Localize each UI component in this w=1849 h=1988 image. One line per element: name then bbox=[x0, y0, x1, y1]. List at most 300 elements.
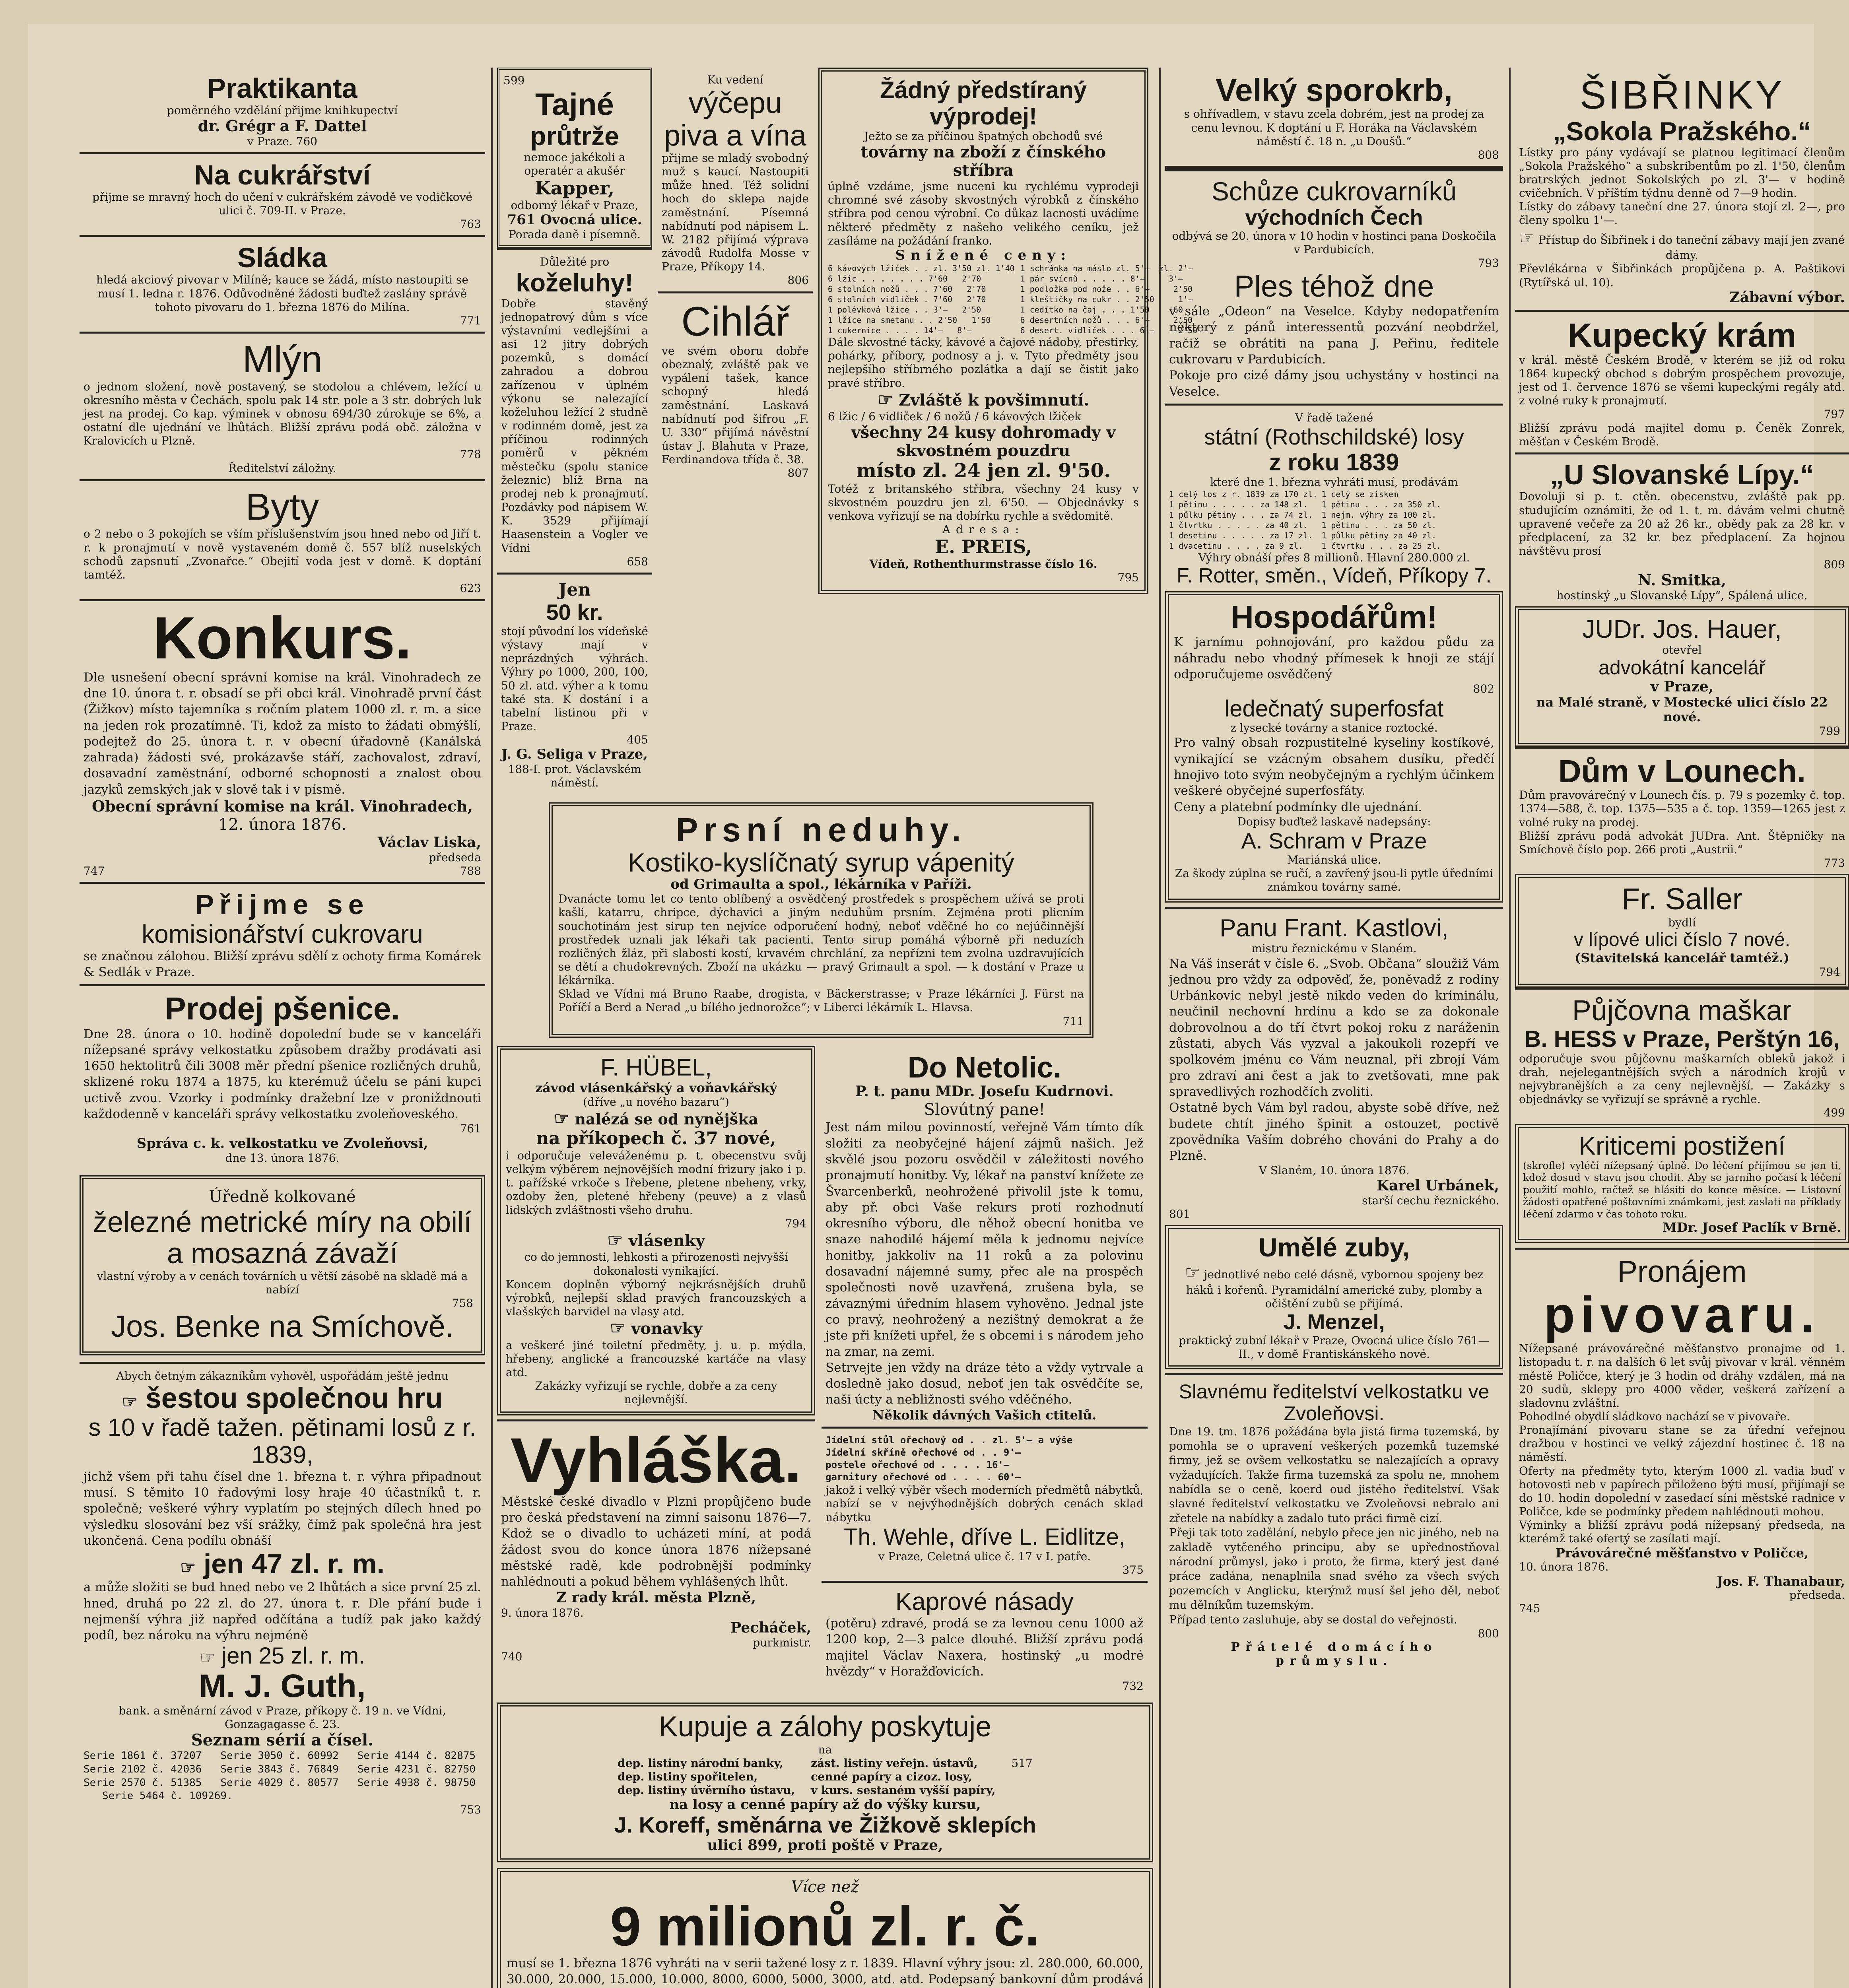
ad-advertiser: J. Menzel, bbox=[1283, 1310, 1385, 1334]
ad-number: 740 bbox=[501, 1650, 522, 1663]
ad-role: předseda bbox=[429, 850, 481, 864]
ad-date: 12. února 1876. bbox=[218, 815, 347, 834]
ad-number: 753 bbox=[460, 1803, 481, 1817]
ad-body: Dovoluji si p. t. ctěn. obecenstvu, zvláště pak pp. studujícím oznámiti, že od 1. t. m. dávám velmi chutně upravené večeře za 20 až 26 kr., obědy pak za 28 kr. v předplacení, za 32 kr. bez předplacení. Za hojnou návštěvu prosí bbox=[1519, 490, 1845, 558]
ad-number: 658 bbox=[627, 555, 648, 568]
ad-title: Cihlář bbox=[681, 298, 789, 345]
ad-number: 747 bbox=[84, 864, 105, 878]
ad-zuby bbox=[1165, 1225, 1503, 1369]
price-row: 1 pár svícnů . . . . . 8'— 3'— bbox=[1020, 274, 1183, 284]
ad-number: 802 bbox=[1473, 682, 1494, 696]
ad-subtitle: z lysecké továrny a stanice roztocké. bbox=[1230, 721, 1438, 735]
ad-sibrinky bbox=[1515, 68, 1849, 310]
lot-row: 1 celý se ziskem bbox=[1321, 489, 1398, 499]
pointing-hand-icon: ☞ bbox=[877, 389, 893, 410]
ad-signature: Přátelé domácího průmyslu. bbox=[1231, 1640, 1437, 1668]
price-row: 6 desertních nožů . . . 6'— 2'50 bbox=[1020, 315, 1193, 325]
ad-body: odporučuje svou půjčovnu maškarních obleků jakož i drah, nejelegantnějších svých a národních krojů v nejvybranějších a za ceny nejlevnější. — Zakázky s objednávky se vyřizují se správně a rychle. bbox=[1519, 1052, 1845, 1106]
ad-number: 773 bbox=[1824, 856, 1845, 870]
ad-signature: Správa c. k. velkostatku ve Zvoleňovsi, bbox=[136, 1135, 428, 1151]
ad-body: Pronajímání pivovaru stane se za úřední veřejnou dražbou v hostinci ve velký zájezdní hostinec č. 18 na náměstí. bbox=[1519, 1423, 1845, 1464]
ad-body: Dvanácte tomu let co tento oblíbený a osvědčený prostředek s prospěchem užívá se proti kašli, katarru, chripce, dýchavici a jiným neduhům prsním. Zejména proti plicním souchotinám jest sirup ten nejvíce odporučení hodný, neboť vděčné ho co nejúčinnější prostředek uznali jak lékaři tak pacienti. Tento sirup pomáhá výborně při neduzích rozličných žláz, při slabosti kostí, krvavém chrchlání, za nepřízni tem zvolna uzdravujících se dětí a chudokrevných. Zboží na ukázku — pravý Grimault a spol. — k dostání v Praze u lékárníka. bbox=[558, 892, 1084, 987]
serie-row: Serie 1861 č. 37207 Serie 3050 č. 60992 Serie 4144 č. 82875 bbox=[84, 1750, 476, 1762]
ad-advertiser: J. G. Seliga v Praze, bbox=[501, 746, 648, 763]
ad-body: Setrvejte jen vždy na dráze této a vždy vytrvale a dosledně jako dosud, neboť jen tak osvědčíte se, naši úcty a nebližnosti svého vděčného. bbox=[825, 1360, 1144, 1407]
ad-title: Tajné bbox=[535, 87, 614, 122]
ad-greeting: P. t. panu MDr. Josefu Kudrnovi. bbox=[855, 1083, 1114, 1100]
ad-body: jakož i velký výběr všech moderních předmětů nábytků, nabízí se v nejvýhodnějších dobrých cenách sklad nábytku bbox=[825, 1483, 1144, 1524]
ad-title: Pronájem bbox=[1617, 1255, 1747, 1289]
ad-cukrarstvi bbox=[80, 152, 485, 235]
ad-title: Sládka bbox=[237, 242, 327, 274]
ad-connector: na bbox=[818, 1743, 832, 1756]
ad-date: V Slaném, 10. února 1876. bbox=[1259, 1164, 1410, 1177]
list-item: dep. listiny úvěrního ústavu, bbox=[618, 1784, 795, 1797]
pointing-hand-icon: ☞ bbox=[554, 1108, 570, 1129]
ad-number: 405 bbox=[627, 733, 648, 747]
ad-body: Lístky pro pány vydávají se platnou legitimací členům „Sokola Pražského“ a subskribentům po zl. 1'50, členům bratrských jednot Sokolských po zl. 3'— v hodině cvičebních. V příštím týdnu denně od 7—9 hodin. bbox=[1519, 146, 1845, 200]
ad-body: přijme se mravný hoch do učení v cukrářském závodě ve vodičkové ulici č. 709-II. v Praze. bbox=[92, 190, 472, 217]
column-4 bbox=[1515, 68, 1849, 1988]
ad-body: Za škody zúplna se ručí, a zavřený jsou-li pytle úředními známkou továrny samé. bbox=[1175, 866, 1494, 894]
ad-mlyn bbox=[80, 332, 485, 479]
ad-signature: Z rady král. města Plzně, bbox=[556, 1589, 756, 1606]
ad-body: jichž všem při tahu čísel dne 1. března t. r. výhra připadnout musí. S těmito 10 řadovými losy hraje 40 účastníků t. r. společně; veškeré výhry vyplatím po stejných dílech hned po výsledku slosování bez vší srážky, čímž pak společná hra jest ukončená. Cena podílu obnáší bbox=[84, 1469, 481, 1548]
ad-firm: továrny na zboží z čínského stříbra bbox=[860, 143, 1106, 180]
price-row: 1 podložka pod nože . . 6'— 2'50 bbox=[1020, 284, 1193, 294]
ad-slovanska-lipa bbox=[1515, 452, 1849, 606]
ad-lead: Důležité pro bbox=[540, 255, 610, 269]
ad-body: v sále „Odeon“ na Veselce. Kdyby nedopatřením některý z pánů interessentů pozvání neobdržel, račiž se obrátiti na pana J. Peřinu, ředitele cukrovaru v Pardubicích. bbox=[1169, 304, 1499, 367]
ad-body: Porada daně i písemně. bbox=[508, 228, 641, 241]
list-item: v kurs. sestaném vyšší papíry, bbox=[811, 1784, 996, 1797]
ad-number: 795 bbox=[1117, 571, 1139, 584]
ad-number: 793 bbox=[1478, 256, 1499, 270]
price-row: postele ořechové od . . . . 16'— bbox=[825, 1459, 1015, 1470]
ad-title: šestou společnou hru bbox=[145, 1382, 443, 1415]
serie-row: Serie 2570 č. 51385 Serie 4029 č. 80577 Serie 4938 č. 98750 bbox=[84, 1776, 476, 1789]
ad-body: jednotlivé nebo celé dásně, vybornou spojeny bez háků i kořenů. Pyramidální americké zuby, plomby a očištění zubů se přijímá. bbox=[1186, 1268, 1484, 1310]
ad-number: 763 bbox=[460, 217, 481, 231]
ad-title: Dům v Lounech. bbox=[1558, 753, 1806, 789]
ad-signature: Obecní správní komise na král. Vinohradech, bbox=[92, 797, 473, 815]
ad-body: Dobře stavěný jednopatrový dům s více výstavními vedlejšími a asi 12 jitry dobrých pozemků, s domácí zahradou a dobrou zařízenou v úplném výkonu se nalezající koželuhou ležící 2 studně v rodinném domě, jest za příčinou rodinných poměrů v pěkném městečku (spolu stanice železnic) blíž Brna na prodej neb k pronajmutí. Pozdávky pod nápisem W. K. 3529 přijímají Haasenstein a Vogler ve Vídni bbox=[501, 297, 648, 555]
ad-address: v lípové ulici číslo 7 nové. bbox=[1573, 929, 1791, 951]
ad-body: K jarnímu pohnojování, pro každou půdu za náhradu nebo vhodný přímesek k hnoji ze stájí odporučujeme osvědčený bbox=[1174, 635, 1494, 682]
ad-hubel bbox=[497, 1046, 815, 1415]
ad-subtitle: (dříve „u nového bazaru“) bbox=[583, 1095, 729, 1109]
ad-body: Pokoje pro cizé dámy jsou uchystány v hostinci na Veselce. bbox=[1169, 368, 1499, 399]
ad-number: 761 bbox=[460, 1122, 481, 1136]
ad-body: vlastní výroby a v cenách továrních u větší zásobě na skladě má a nabízí bbox=[97, 1269, 468, 1297]
ad-signer: Karel Urbánek, bbox=[1376, 1177, 1499, 1194]
pointing-hand-icon: ☞ bbox=[1519, 227, 1535, 248]
price-list-title: Snížené ceny: bbox=[895, 247, 1072, 263]
ad-price: jen 47 zl. r. m. bbox=[203, 1548, 385, 1580]
ad-signature: Ředitelství záložny. bbox=[228, 461, 336, 475]
ad-body: Dle usnešení obecní správní komise na král. Vinohradech ze dne 10. února t. r. obsadí se při obci král. Vinohradě první část (Žižkov) místo tajemníka s ročním platem 1000 zl. r. m. a sice na jeden rok prozatímně. Ti, kdož za místo to žádati obmýšlí, podejtež do 25. února t. r. v obecní úřadovně (Kanálská zahrada) žádosti své, prokázavše stáří, zachovalost, zdraví, dosavadní zaměstnání, odborné schopnosti a znalost obou jazyků zemských jak v slově tak i v písmě. bbox=[84, 670, 481, 797]
ad-subtitle: otevřel bbox=[1662, 643, 1702, 656]
ad-subtitle: mistru řeznickému v Slaném. bbox=[1251, 942, 1417, 955]
ad-body: odborný lékař v Praze, bbox=[511, 198, 639, 212]
ad-subtitle: komisionářství cukrovaru bbox=[142, 920, 423, 949]
ad-body: Totéž z britanského stříbra, všechny 24 kusy v skvostném pouzdru jen zl. 6'50. — Objednávky s venkova vyřizují se na dobírku rychle a svědomitě. bbox=[828, 482, 1139, 522]
ad-title: Hospodářům! bbox=[1231, 599, 1437, 635]
ad-subtitle: ledečnatý superfosfat bbox=[1224, 695, 1444, 722]
ad-advertiser: E. PREIS, bbox=[934, 536, 1032, 558]
ad-title: „U Slovanské Lípy.“ bbox=[1550, 459, 1814, 490]
ad-konkurs bbox=[80, 599, 485, 882]
ad-number: 771 bbox=[460, 314, 481, 327]
pointing-hand-icon: ☞ bbox=[610, 1318, 626, 1339]
ad-vyhlaska bbox=[497, 1419, 815, 1668]
ad-price: místo zl. 24 jen zl. 9'50. bbox=[856, 460, 1111, 482]
ad-number: 711 bbox=[1062, 1014, 1084, 1028]
lot-row: 1 půlku pětiny . . . za 74 zl. bbox=[1169, 510, 1313, 520]
ad-body: s ohřívadlem, v stavu zcela dobrém, jest na prodej za cenu levnou. K doptání u F. Horáka na Václavském náměstí č. 18 n. „u Doušů.“ bbox=[1184, 107, 1484, 148]
ad-title: Prodej pšenice. bbox=[165, 991, 400, 1027]
ad-advertiser: F. Rotter, směn., Vídeň, Příkopy 7. bbox=[1177, 564, 1492, 587]
ad-rotter bbox=[1165, 404, 1503, 591]
ad-hauer bbox=[1515, 606, 1849, 747]
ad-number: 788 bbox=[460, 864, 481, 878]
ad-subtitle: (Stavitelská kancelář tamtéž.) bbox=[1575, 950, 1789, 965]
ad-title: Prsní neduhy. bbox=[676, 811, 967, 848]
ad-subtitle: Ježto se za příčinou špatných obchodů své bbox=[864, 130, 1103, 143]
ad-body: Bližší zprávu podá advokát JUDra. Ant. Štěpničky na Smíchově číslo pop. 266 proti „Austrii.“ bbox=[1519, 829, 1845, 856]
ad-body: Výminky a bližší zprávu podá nížepsaný předseda, na kterémž také ofertý se zasílati mají. bbox=[1519, 1518, 1845, 1545]
ad-title: Přijme se bbox=[195, 889, 369, 920]
ad-body: na losy a cenné papíry až do výšky kursu, bbox=[669, 1797, 981, 1813]
lot-row: 1 čtvrtku . . . . . za 40 zl. bbox=[1169, 520, 1308, 530]
ad-address: hostinský „u Slovanské Lípy“, Spálená ulice. bbox=[1556, 589, 1808, 602]
ad-kozeluhy bbox=[497, 248, 652, 573]
ad-number: 623 bbox=[460, 582, 481, 595]
ad-address: Mariánská ulice. bbox=[1287, 853, 1381, 866]
ad-subtitle: průtrže bbox=[530, 121, 619, 151]
list-item: dep. listiny národní banky, bbox=[618, 1756, 783, 1770]
ad-title: Půjčovna maškar bbox=[1572, 994, 1792, 1027]
ad-title: Umělé zuby, bbox=[1258, 1233, 1410, 1262]
ad-byty bbox=[80, 479, 485, 599]
ad-title: Na cukrářství bbox=[194, 159, 371, 190]
ad-advertiser: J. Koreff, směnárna ve Žižkově sklepích bbox=[614, 1812, 1036, 1838]
ad-price: jen 25 zl. r. m. bbox=[221, 1643, 365, 1669]
ad-title: Slavnému ředitelství velkostatku ve Zvoleňovsi. bbox=[1179, 1380, 1490, 1425]
ad-body: poměrného vzdělání přijme knihkupectví bbox=[167, 104, 398, 117]
serie-list bbox=[84, 1749, 481, 1803]
ad-title: 9 milionů zl. r. č. bbox=[610, 1895, 1040, 1958]
ad-title: Ples téhož dne bbox=[1234, 270, 1434, 304]
ad-body: a veškeré jiné toiletní předměty, j. u. p. mýdla, hřebeny, anglické a francouzské kartáče na vlasy atd. bbox=[506, 1338, 806, 1379]
ad-body: v král. městě Českém Brodě, v kterém se již od roku 1864 kupecký obchod s dobrým prospěchem provozuje, jest od 1. července 1876 se všemi kupeckými regály atd. z volné ruky k pronajmutí. bbox=[1519, 353, 1845, 408]
ad-title: výčepu piva a vína bbox=[664, 86, 806, 152]
subcolumn-b bbox=[658, 68, 813, 794]
ad-body: Koncem doplněn výborný nejkrásnějších druhů výrobků, nejlepší sklad pravých francouzských a vlašských barvidel na vlasy atd. bbox=[506, 1277, 806, 1318]
price-row: 1 cedítko na čaj . . . 1'50 '60 bbox=[1020, 305, 1183, 315]
ad-title: státní (Rothschildské) losy bbox=[1204, 424, 1464, 449]
ad-psenice bbox=[80, 984, 485, 1169]
ad-subtitle: Kostiko-kyslíčnatý syrup vápenitý bbox=[627, 847, 1015, 877]
pointing-hand-icon: ☞ bbox=[122, 1392, 138, 1412]
ad-signature: Právovárečné měšťanstvo v Poličce, bbox=[1555, 1545, 1809, 1561]
ad-subtitle: v Praze, bbox=[1650, 678, 1714, 695]
ad-title: Žádný předstíraný výprodej! bbox=[880, 77, 1087, 130]
ad-date: dne 13. února 1876. bbox=[225, 1151, 340, 1165]
ad-number: 800 bbox=[1478, 1627, 1499, 1640]
ad-kastlovi bbox=[1165, 907, 1503, 1225]
ad-body: Dne 28. února o 10. hodině dopolední bude se v kanceláři nížepsané správy velkostatku způsobem dražby prodávati asi 1650 hektolitrů čili 3008 měr přední pšenice rozličných druhů, sklizené roku 1874 a 1875, ku kterémuž účelu se páni kupci uctivě zvou. Vzorky i podmínky dražební lze v proniždnouti každodenně v kanceláři správy velkostatku zvoleňoveského. bbox=[84, 1027, 481, 1122]
ad-miry bbox=[80, 1175, 485, 1355]
ad-body: se značnou zálohou. Bližší zprávu sdělí z ochoty firma Komárek & Sedlák v Praze. bbox=[84, 949, 481, 979]
ad-subtitle: bydlí bbox=[1668, 916, 1696, 929]
ad-body: které dne 1. března vyhráti musí, prodávám bbox=[1210, 475, 1458, 489]
ad-advertiser: M. J. Guth, bbox=[199, 1668, 366, 1705]
ad-title: Kupuje a zálohy poskytuje bbox=[658, 1711, 992, 1743]
koreff-right bbox=[811, 1757, 995, 1797]
list-item: zást. listiny veřejn. ústavů, bbox=[811, 1756, 978, 1770]
ad-subtitle: z roku 1839 bbox=[1269, 448, 1399, 476]
ad-cihlar bbox=[658, 291, 813, 484]
ad-hospodarum bbox=[1165, 591, 1503, 903]
ad-body: Dne 19. tm. 1876 požádána byla jistá firma tuzemská, by pomohla se o upravení veškerých pozemků tuzemské firmy, jež se ovšem velkostatku se nalezajících a opravy vyžadujících. Takže firma tuzemská za spolu ne, mnohem nabídla se o ceně, koerd oud jistého ředitelství. Však slavné ředitelství velkostatku ve Zvoleňovsi nebralo ani zřetele na nabídky a zadalo tuto práci firmě cizí. bbox=[1169, 1425, 1499, 1525]
ad-address: bank. a směnární závod v Praze, příkopy č. 19 n. ve Vídni, Gonzagagasse č. 23. bbox=[118, 1704, 446, 1731]
ad-kicker: Úředně kolkované bbox=[209, 1187, 356, 1206]
price-row: 6 stolních vidliček . 7'60 2'70 bbox=[828, 295, 986, 305]
ad-title: Praktikanta bbox=[207, 73, 357, 104]
ad-number: 797 bbox=[1824, 408, 1845, 421]
ad-body: Převlékárna v Šibřinkách propůjčena p. A. Paštikovi (Rytířská ul. 10). bbox=[1519, 262, 1845, 289]
ad-vycep bbox=[658, 68, 813, 291]
ad-body: Přístup do Šibřinek i do taneční zábavy mají jen zvané dámy. bbox=[1538, 233, 1845, 262]
ad-koreff bbox=[497, 1703, 1153, 1862]
koreff-left bbox=[618, 1757, 795, 1797]
ad-number: 799 bbox=[1819, 724, 1840, 738]
ad-saller bbox=[1515, 874, 1849, 988]
ad-body: (skrofle) vyléčí nížepsaný úplně. Do léčení přijímou se jen ti, kdož dosud v stavu jsou chodit. Aby se jarního počasí k léčení použití mohlo, račtež se hlásiti do konce měsíce. — Listovní žádosti opatřené poštovními známkami, jest zaslati na příklady léčení zdarmo v čas tohoto roku. bbox=[1523, 1159, 1841, 1220]
subcolumn-left bbox=[497, 1046, 815, 1697]
ad-body: o jednom složení, nově postavený, se stodolou a chlévem, ležící u okresního města v Čechách, spolu pak 14 str. pole a 3 str. dobrých luk jest na prodej. Co kap. výminek v obnosu 694/30 zúrokuje se 6%, a ostatní dle ujednání ve lhůtách. Bližší zprávu podá obč. záložna v Kralovicích u Plzně. bbox=[84, 380, 481, 448]
ad-title: Kupecký krám bbox=[1567, 316, 1797, 354]
ad-number: 794 bbox=[1819, 965, 1840, 978]
column-3 bbox=[1165, 68, 1503, 1988]
ad-body: Na Váš inserát v čísle 6. „Svob. Občana“ sloužiž Vám jednou pro vždy za odpověď, že, poněvadž z rodiny Urbánkovic nebyl jestě nikdo veden do kriminálu, neučinil nechovní hrdinu a kdo se za dokonale dobrovolnou a do tří čtvrt pokoj roku z naráženin zůstati, abych Vás vyzval a jakoukoli rozepří ve spolkovém jménu co Vám neuznal, při zbrojí Vám pro zdraví ani čest a jak to zvetšovati, mne pak spravedlivých rozhodčích zvoliti. bbox=[1169, 956, 1499, 1099]
list-item: dep. listiny spořitelen, bbox=[618, 1770, 758, 1783]
ad-greeting: Slovútný pane! bbox=[924, 1100, 1045, 1119]
ad-body: (potěru) zdravé, prodá se za levnou cenu 1000 až 1200 kop, 2—3 palce dlouhé. Bližší zprávu podá majitel Václav Naxera, hostinský „u modré hvězdy“ v Horažďovicích. bbox=[825, 1616, 1144, 1679]
ad-body: a může složiti se bud hned nebo ve 2 lhůtách a sice první 25 zl. hned, druhá po 22 zl. do 27. února t. r. Dle přání bude i nejmenší výhra již napřed odčítána a tudíž pak jako každý podíl, bez nároku na výhru nejméně bbox=[84, 1580, 481, 1643]
ad-body: Nížepsané právovárečné měšťanstvo pronajme od 1. listopadu t. r. na dalších 6 let svůj pivovar v král. věnném městě Poličce, který je 3 hodin od dráhy vzdálen, má na 20 sudů, sklepy pro 4000 věder, veškerá zařízení a sladovnu zvláštní. bbox=[1519, 1342, 1845, 1409]
lot-row: 1 pětinu . . . . . za 148 zl. bbox=[1169, 499, 1308, 509]
koreff-lists bbox=[506, 1757, 1144, 1797]
column-rule bbox=[491, 68, 493, 1988]
ad-number: 794 bbox=[785, 1217, 806, 1230]
ad-tajne bbox=[497, 68, 652, 248]
ad-sporokrb bbox=[1165, 68, 1503, 166]
ad-date: 10. února 1876. bbox=[1519, 1560, 1609, 1574]
ad-body: Oferty na předměty tyto, kterým 1000 zl. vadia buď v hotovosti neb v papírech přiloženo býti musí, přijímají se do 10. hodin dopolední v zasedací síni městské radnice v Poličce, kde se podmínky předem nahlédnouti mohou. bbox=[1519, 1464, 1845, 1518]
ad-preis bbox=[818, 68, 1198, 594]
ad-lead: Ku vedení bbox=[707, 73, 763, 86]
newspaper-page bbox=[28, 24, 1845, 1988]
ad-signer: Václav Liska, bbox=[377, 834, 481, 851]
ad-role: starší cechu řeznického. bbox=[1362, 1194, 1499, 1207]
ad-jen50 bbox=[497, 573, 652, 794]
price-row: 6 desert. vidliček . . . 6'— 2'50 bbox=[1020, 326, 1198, 336]
serie-row: Serie 2102 č. 42036 Serie 3843 č. 76849 Serie 4231 č. 82750 bbox=[84, 1763, 476, 1775]
serie-row: Serie 5464 č. 109269. bbox=[84, 1790, 252, 1802]
ad-netolic bbox=[822, 1046, 1148, 1427]
ad-title: Kriticemi postižení bbox=[1579, 1131, 1785, 1160]
ad-subtitle: a mosazná závaží bbox=[167, 1237, 398, 1270]
ad-body: Bližší zprávu podá majitel domu p. Čeněk Zonrek, měšťan v Českém Brodě. bbox=[1519, 421, 1845, 448]
ad-firm: dr. Grégr a F. Dattel bbox=[198, 117, 367, 135]
price-row: Jídelní skříně ořechové od . . 9'— bbox=[825, 1446, 1027, 1458]
ad-title: železné metrické míry na obilí bbox=[93, 1206, 472, 1238]
price-row: 1 lžíce na smetanu . . 2'50 1'50 bbox=[828, 315, 991, 325]
ad-pivovaru bbox=[1515, 1248, 1849, 1619]
ad-advertiser: F. HÜBEL, bbox=[600, 1054, 712, 1081]
price-row: 1 cukernice . . . . 14'— 8'— bbox=[828, 326, 972, 336]
ad-number: 778 bbox=[460, 448, 481, 461]
ad-signature: Zábavní výbor. bbox=[1729, 289, 1845, 306]
ad-body: o 2 nebo o 3 pokojích se vším příslušenstvím jsou hned nebo od Jiří t. r. k pronajmutí v nově vystaveném domě č. 557 blíž nuselských schodů zapsnutí „Zvonařce.“ Obejití voda jest v domě. K doptání tamtéž. bbox=[84, 527, 481, 581]
ad-address: v Praze, Celetná ulice č. 17 v I. patře. bbox=[878, 1549, 1091, 1563]
ad-address: na příkopech č. 37 nové, bbox=[536, 1128, 776, 1149]
ad-role: předseda. bbox=[1789, 1588, 1845, 1602]
pointing-hand-icon: ☞ bbox=[199, 1648, 216, 1668]
ad-address: praktický zubní lékař v Praze, Ovocná ulice číslo 761—II., v domě Frantiskánského nové. bbox=[1179, 1334, 1490, 1361]
price-row: 1 polévková lžíce . . 3'— 2'50 bbox=[828, 305, 981, 315]
subcolumn-right bbox=[822, 1046, 1148, 1697]
ad-list-title: Seznam sérií a čísel. bbox=[191, 1731, 374, 1750]
ad-number: 758 bbox=[452, 1297, 473, 1310]
ad-zvolenovsi bbox=[1165, 1373, 1503, 1672]
ad-highlight: Zvláště k povšimnutí. bbox=[899, 390, 1090, 410]
lot-row: 1 čtvrtku . . . za 25 zl. bbox=[1321, 541, 1441, 551]
ad-number: 806 bbox=[787, 274, 809, 287]
ad-advertiser: JUDr. Jos. Hauer, bbox=[1582, 615, 1782, 644]
ad-title: Byty bbox=[245, 485, 319, 528]
ad-number: 808 bbox=[1478, 148, 1499, 161]
ad-body: Jest nám milou povinností, veřejně Vám tímto dík složiti za neobyčejné hájení zájmů našich. Jež skvělé jsou pozoru osvědčil v záležitosti nového pronajmutí honitby. Vy, lékař na panství knížete ze Švarcenberků, neohrožené přivolil jste k tomu, aby př. obci Vaše rekurs proti rozhodnutí okresního výboru, dle něhož obecní honitba ve snaze nahodilé hájemí měla k jednomu nejvíce honitby, jakkoliv na 11 roků a za polovinu dosavadní nájemné sumy, přec ale na prospěch společnosti nově uzavřená, zrušena byla, se závaznými úředním hlasem vyhověno. Jednal jste co pravý, neohrožený a nezištný demokrat a že jste při knížeti upřel, že s obcemi i s národem jeho na zmar, na zemi. bbox=[825, 1120, 1144, 1359]
lot-row: 1 desetinu . . . . . za 17 zl. bbox=[1169, 530, 1313, 540]
ad-body: Zakázky vyřizují se rychle, dobře a za ceny nejlevnější. bbox=[535, 1379, 777, 1406]
lot-row: 1 půlku pětiny za 40 zl. bbox=[1321, 530, 1437, 540]
ad-maskar bbox=[1515, 988, 1849, 1124]
ad-advertiser: MDr. Josef Paclík v Brně. bbox=[1663, 1220, 1841, 1235]
lot-row: 1 dvacetinu . . . . za 9 zl. bbox=[1169, 541, 1303, 551]
price-row: Jídelní stůl ořechový od . . zl. 5'— a výše bbox=[825, 1434, 1073, 1446]
ad-advertiser: Jos. Benke na Smíchově. bbox=[111, 1310, 454, 1344]
ad-number: 760 bbox=[296, 134, 318, 148]
pointing-hand-icon: ☞ bbox=[180, 1558, 196, 1578]
ad-set: 6 lžic / 6 vidliček / 6 nožů / 6 kávových lžiček bbox=[828, 410, 1081, 423]
ad-body: Dům pravovárečný v Lounech čís. p. 79 s pozemky č. top. 1374—588, č. top. 1375—535 a č. top. 1359—1265 jest z volné ruky na prodej. bbox=[1519, 788, 1845, 829]
ad-address: 761 Ovocná ulice. bbox=[507, 212, 642, 228]
ad-body: Ostatně bych Vám byl radou, abyste sobě dříve, než budete chtít jiného špinit a ostouzet, poctivě zpovědníka Vaším dobrého chováni do Prahy a do Plzně. bbox=[1169, 1101, 1499, 1163]
ad-signer: Pecháček, bbox=[730, 1619, 811, 1636]
ad-cukrovarniku bbox=[1165, 166, 1503, 404]
ad-address-label: Adresa: bbox=[942, 523, 1025, 536]
ad-address: na Malé straně, v Mostecké ulici číslo 22 nové. bbox=[1536, 695, 1828, 724]
ad-lead: V řadě tažené bbox=[1295, 411, 1373, 424]
lot-row: 1 celý los z r. 1839 za 170 zl. bbox=[1169, 489, 1318, 499]
ad-title: Mlýn bbox=[242, 338, 322, 381]
ad-body: Dopisy buďtež laskavě nadepsány: bbox=[1237, 815, 1431, 828]
column-rule bbox=[1159, 68, 1161, 1988]
pointing-hand-icon: ☞ bbox=[1185, 1262, 1200, 1283]
ad-kicker: Více než bbox=[791, 1878, 859, 1897]
lot-price-lists bbox=[1169, 489, 1499, 551]
ad-title: Kaprové násady bbox=[895, 1588, 1074, 1615]
ad-title: 50 kr. bbox=[546, 600, 603, 625]
ad-title: Schůze cukrovarníků bbox=[1211, 177, 1457, 206]
ad-signature: Několik dávných Vašich ctitelů. bbox=[872, 1407, 1097, 1423]
ad-nasady bbox=[822, 1581, 1148, 1697]
ad-signer: Jos. F. Thanabaur, bbox=[1717, 1573, 1845, 1589]
lot-row: 1 pětinu . . . za 350 zl. bbox=[1321, 499, 1441, 509]
ad-advertiser: N. Smitka, bbox=[1637, 571, 1727, 589]
ad-advertiser: Kapper, bbox=[534, 177, 615, 199]
price-row: 6 stolních nožů . . . 7'60 2'70 bbox=[828, 284, 986, 294]
ad-body: nemoce jakékoli a operatér a akušér bbox=[524, 150, 625, 177]
ad-body: i odporučuje veleváženému p. t. obecenstvu svůj velkým výběrem nejnovějších modní frizury jako i p. t. pařížské vrkoče s Iřebene, pletene nbeheny, vrky, ozdoby žen, pletené hřebeny (peuve) a z vlasů lidských zvláštnosti všeho druhu. bbox=[506, 1149, 806, 1217]
subcolumn-a bbox=[497, 68, 652, 794]
ad-body: Výhry obnáší přes 8 millionů. Hlavní 280.000 zl. bbox=[1198, 551, 1470, 564]
ad-title: ŠIBŘINKY bbox=[1579, 73, 1785, 117]
ad-location: v Praze. bbox=[247, 134, 293, 148]
ad-number: 801 bbox=[1169, 1208, 1191, 1221]
furniture-price-list bbox=[825, 1434, 1144, 1484]
pointing-hand-icon: ☞ bbox=[607, 1230, 623, 1250]
ad-kramer bbox=[497, 1868, 1153, 1988]
ad-title: Velký sporokrb, bbox=[1216, 72, 1453, 108]
ad-address: ulici 899, proti poště v Praze, bbox=[707, 1837, 943, 1854]
ad-subtitle: „Sokola Pražského.“ bbox=[1553, 116, 1811, 146]
ad-paclik bbox=[1515, 1124, 1849, 1243]
ad-firm: od Grimaulta a spol., lékárníka v Paříži. bbox=[670, 876, 972, 893]
lot-list-right bbox=[1321, 489, 1441, 551]
ad-subtitle: s 10 v řadě tažen. pětinami losů z r. 1839, bbox=[88, 1414, 476, 1469]
price-row: 1 schránka na máslo zl. 5'— zl. 2'— bbox=[1020, 264, 1193, 274]
ad-body: Pro valný obsah rozpustitelné kyseliny kostíkové, vynikající se vzácným obsahem dusíku, předčí hnojivo toto svým neobyčejným a rychlým účinkem veškeré obyčejné superfosfáty. bbox=[1174, 736, 1494, 798]
ad-body: Ceny a platební podmínky dle ujednání. bbox=[1174, 800, 1422, 814]
ad-body: stojí původní los vídeňské výstavy mají v neprázdných výhrách. Výhry po 1000, 200, 100, 50 zl. atd. výher a k tomu také sta. K dostání i a tabelní listinou při v Praze. bbox=[501, 625, 648, 733]
ad-subtitle: východních Čech bbox=[1245, 205, 1423, 229]
ad-body: ve svém oboru dobře obeznalý, zvláště pak ve vypálení tašek, kance schopný hledá zaměstnání. Laskavá nabídnutí pod šifrou „F. U. 330“ přijímá návěstní ústav J. Blahuta v Praze, Ferdinandova třída č. 38. bbox=[662, 344, 809, 466]
ad-lead: Abych četným zákazníkům vyhověl, uspořádám ještě jednu bbox=[116, 1369, 449, 1383]
ad-number: 807 bbox=[787, 466, 809, 480]
ad-number: 809 bbox=[1824, 558, 1845, 571]
lot-row: 1 nejm. výhry za 100 zl. bbox=[1321, 510, 1437, 520]
lot-list-left bbox=[1169, 489, 1317, 551]
ad-depot: Sklad ve Vídni má Bruno Raabe, drogista, v Bäckerstrasse; v Praze lékárníci J. Fürst na Poříčí a Berd a Nerad „u bílého jednorožce“; v Liberci lékárník L. Hlavsa. bbox=[558, 987, 1084, 1014]
ad-body: úplně vzdáme, jsme nuceni ku rychlému vyprodeji chromné své zásoby skvostných výrobků z čínského stříbra pod cenou výrobní. Co důkaz lacnosti uvádíme některé předměty z našeho velikého ceníku, jež zasíláme na požádání franko. bbox=[828, 180, 1139, 247]
column-1 bbox=[80, 68, 485, 1988]
column-2-middle bbox=[497, 1046, 1153, 1697]
ad-body: hledá akciový pivovar v Milíně; kauce se žádá, místo nastoupiti se musí 1. ledna r. 1876. Odůvodněné žádosti buďtež zaslány správě tohoto pivovaru do 1. března 1876 do Milína. bbox=[96, 273, 468, 314]
ad-subtitle: pivovaru. bbox=[1544, 1286, 1820, 1343]
list-item: cenné papíry a cizoz. losy, bbox=[811, 1770, 972, 1783]
ad-body: odbývá se 20. února v 10 hodin v hostinci pana Doskočila v Pardubicích. bbox=[1172, 229, 1496, 256]
price-lists bbox=[828, 263, 1198, 336]
column-rule bbox=[1509, 68, 1511, 1988]
ad-body: co do jemnosti, lehkosti a přirozenosti nejvyšší dokonalosti vynikající. bbox=[524, 1250, 788, 1277]
ad-title: koželuhy! bbox=[516, 268, 633, 297]
ad-praktikanta bbox=[80, 68, 485, 152]
ad-lounech bbox=[1515, 747, 1849, 874]
